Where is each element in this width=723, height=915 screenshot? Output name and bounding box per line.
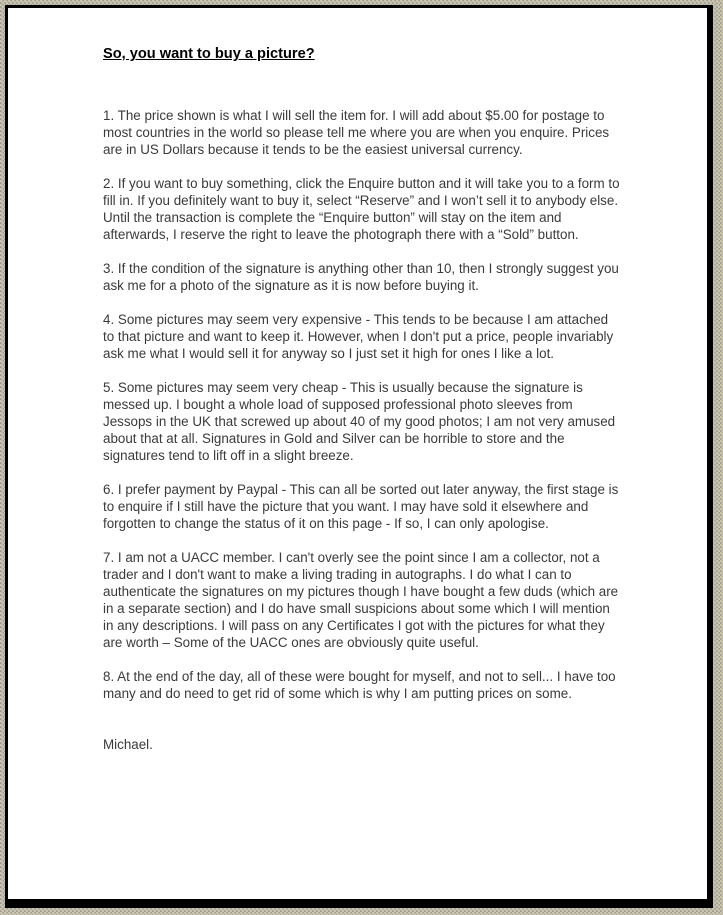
paragraph-3: 3. If the condition of the signature is anything other than 10, then I strongly suggest you ask me for a photo of the signature as it is now before buying it. <box>103 261 619 293</box>
paragraph-8: 8. At the end of the day, all of these were bought for myself, and not to sell... I have too many and do need to get rid of some which is why I am putting prices on some. <box>103 669 616 701</box>
page-title: So, you want to buy a picture? <box>103 46 315 62</box>
signature: Michael. <box>103 737 153 752</box>
document-page <box>5 5 713 908</box>
paragraph-6: 6. I prefer payment by Paypal - This can all be sorted out later anyway, the first stage is to enquire if I still have the picture that you want. I may have sold it elsewhere and forgotten to change the status of it on this page - If so, I can only apologise. <box>103 482 619 531</box>
paragraph-1: 1. The price shown is what I will sell the item for. I will add about $5.00 for postage to most countries in the world so please tell me where you are when you enquire. Prices are in US Dollars because it tends to be the easiest universal currency. <box>103 108 610 157</box>
paragraph-7: 7. I am not a UACC member. I can't overly see the point since I am a collector, not a trader and I don't want to make a living trading in autographs. I do what I can to authenticate the signatures on my pictures though I have bought a few duds (which are in a separate section) and I do have small suspicions about some which I will mention in any descriptions. I will pass on any Certificates I got with the pictures for what they are worth – Some of the UACC ones are obviously quite useful. <box>103 550 619 650</box>
paragraph-5: 5. Some pictures may seem very cheap - This is usually because the signature is messed up. I bought a whole load of supposed professional photo sleeves from Jessops in the UK that screwed up about 40 of my good photos; I am not very amused about that at all. Signatures in Gold and Silver can be horrible to store and the signatures tend to lift off in a slight breeze. <box>103 380 616 463</box>
paragraph-4: 4. Some pictures may seem very expensive - This tends to be because I am attached to that picture and want to keep it. However, when I don't put a price, people invariably ask me what I would sell it for anyway so I just set it high for ones I like a lot. <box>103 312 614 361</box>
paragraph-2: 2. If you want to buy something, click the Enquire button and it will take you to a form to fill in. If you definitely want to buy it, select “Reserve” and I won’t sell it to anybody else. Until the transaction is complete the “Enquire button” will stay on the item and afterwards, I reserve the right to leave the photograph there with a “Sold” button. <box>103 176 620 242</box>
document-content <box>8 8 623 753</box>
